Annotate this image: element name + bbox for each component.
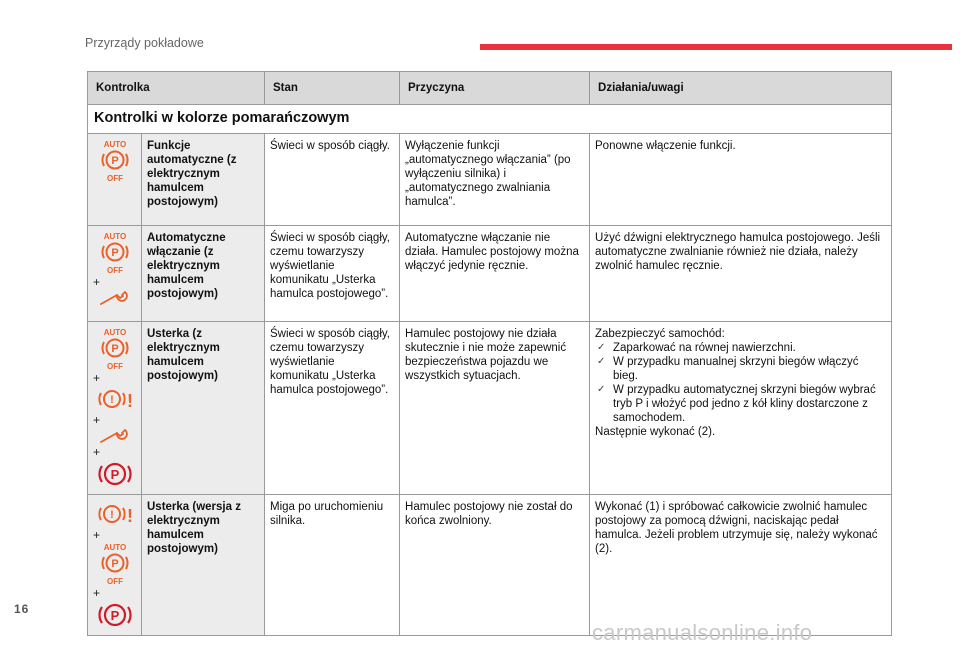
section-title: Kontrolki w kolorze pomarańczowym: [88, 105, 892, 134]
svg-text:AUTO: AUTO: [103, 328, 126, 337]
state-text: Świeci w sposób ciągły.: [265, 134, 400, 226]
svg-text:P: P: [110, 558, 119, 570]
wrench-icon: [98, 427, 132, 445]
action-outro: Następnie wykonać (2).: [595, 426, 716, 438]
svg-text:P: P: [110, 467, 119, 482]
function-name: Usterka (wersja z elektrycznym hamulcem postojowym): [142, 495, 265, 636]
svg-text:OFF: OFF: [106, 577, 123, 586]
action-text: Wykonać (1) i spróbować całkowicie zwolnić hamulec postojowy za pomocą dźwigni, naciskając pedał hamulca. Jeżeli problem utrzymuje się, należy wykonać (2).: [590, 495, 892, 636]
plus-sign: +: [93, 586, 101, 600]
svg-text:P: P: [110, 343, 119, 355]
plus-sign: +: [93, 528, 101, 542]
svg-text:!: !: [126, 391, 133, 411]
table-row: [88, 495, 892, 636]
svg-text:OFF: OFF: [106, 174, 123, 183]
plus-sign: +: [93, 413, 101, 427]
icon-cell: [88, 226, 142, 322]
svg-text:AUTO: AUTO: [103, 140, 126, 149]
svg-text:!: !: [126, 506, 133, 526]
state-text: Świeci w sposób ciągły, czemu towarzyszy wyświetlanie komunikatu „Usterka hamulca postojowego”.: [265, 322, 400, 495]
cause-text: Hamulec postojowy nie działa skutecznie i nie może zapewnić bezpieczeństwa pojazdu we wszystkich sytuacjach.: [400, 322, 590, 495]
action-intro: Zabezpieczyć samochód:: [595, 328, 725, 340]
icon-cell: [88, 134, 142, 226]
svg-text:P: P: [110, 608, 119, 623]
list-item: ✓ W przypadku automatycznej skrzyni biegów wybrać tryb P i włożyć pod jedno z kół kliny dostarczone z samochodem.: [595, 383, 886, 425]
function-name: Automatyczne włączanie (z elektrycznym hamulcem postojowym): [142, 226, 265, 322]
action-text: Ponowne włączenie funkcji.: [590, 134, 892, 226]
svg-text:OFF: OFF: [106, 362, 123, 371]
table-row: [88, 322, 892, 495]
header-accent-bar: [480, 44, 952, 50]
auto-off-p-icon: [95, 327, 135, 371]
column-header-dzialania: Działania/uwagi: [590, 72, 892, 105]
svg-text:AUTO: AUTO: [103, 543, 126, 552]
column-header-przyczyna: Przyczyna: [400, 72, 590, 105]
icon-cell: [88, 322, 142, 495]
page-number: 16: [14, 602, 30, 616]
svg-text:AUTO: AUTO: [103, 232, 126, 241]
auto-off-p-icon: [95, 542, 135, 586]
svg-text:OFF: OFF: [106, 266, 123, 275]
brake-warning-icon: [95, 500, 135, 528]
action-cell: [590, 322, 892, 495]
list-item: ✓ Zaparkować na równej nawierzchni.: [595, 341, 886, 355]
column-header-kontrolka: Kontrolka: [88, 72, 265, 105]
action-text: Użyć dźwigni elektrycznego hamulca postojowego. Jeśli automatyczne zwalnianie również nie działa, należy zwolnić hamulec ręcznie.: [590, 226, 892, 322]
watermark: carmanualsonline.info: [592, 620, 813, 645]
plus-sign: +: [93, 445, 101, 459]
table-row: [88, 134, 892, 226]
svg-text:!: !: [109, 394, 114, 406]
action-list: [595, 341, 886, 425]
svg-text:P: P: [110, 247, 119, 259]
icon-cell: [88, 495, 142, 636]
cause-text: Wyłączenie funkcji „automatycznego włączania” (po wyłączeniu silnika) i „automatycznego zwalniania hamulca”.: [400, 134, 590, 226]
cause-text: Hamulec postojowy nie został do końca zwolniony.: [400, 495, 590, 636]
parking-brake-icon: [95, 459, 135, 489]
warning-lights-table: [87, 71, 892, 636]
function-name: Usterka (z elektrycznym hamulcem postojowym): [142, 322, 265, 495]
plus-sign: +: [93, 371, 101, 385]
cause-text: Automatyczne włączanie nie działa. Hamulec postojowy można włączyć jedynie ręcznie.: [400, 226, 590, 322]
page-header-title: Przyrządy pokładowe: [85, 36, 204, 50]
svg-text:P: P: [110, 155, 119, 167]
auto-off-p-icon: [95, 231, 135, 275]
parking-brake-icon: [95, 600, 135, 630]
plus-sign: +: [93, 275, 101, 289]
auto-off-p-icon: [95, 139, 135, 183]
column-header-stan: Stan: [265, 72, 400, 105]
state-text: Świeci w sposób ciągły, czemu towarzyszy wyświetlanie komunikatu „Usterka hamulca postojowego”.: [265, 226, 400, 322]
table-row: [88, 226, 892, 322]
list-item: ✓ W przypadku manualnej skrzyni biegów włączyć bieg.: [595, 355, 886, 383]
function-name: Funkcje automatyczne (z elektrycznym hamulcem postojowym): [142, 134, 265, 226]
wrench-icon: [98, 289, 132, 307]
brake-warning-icon: [95, 385, 135, 413]
state-text: Miga po uruchomieniu silnika.: [265, 495, 400, 636]
svg-text:!: !: [109, 509, 114, 521]
